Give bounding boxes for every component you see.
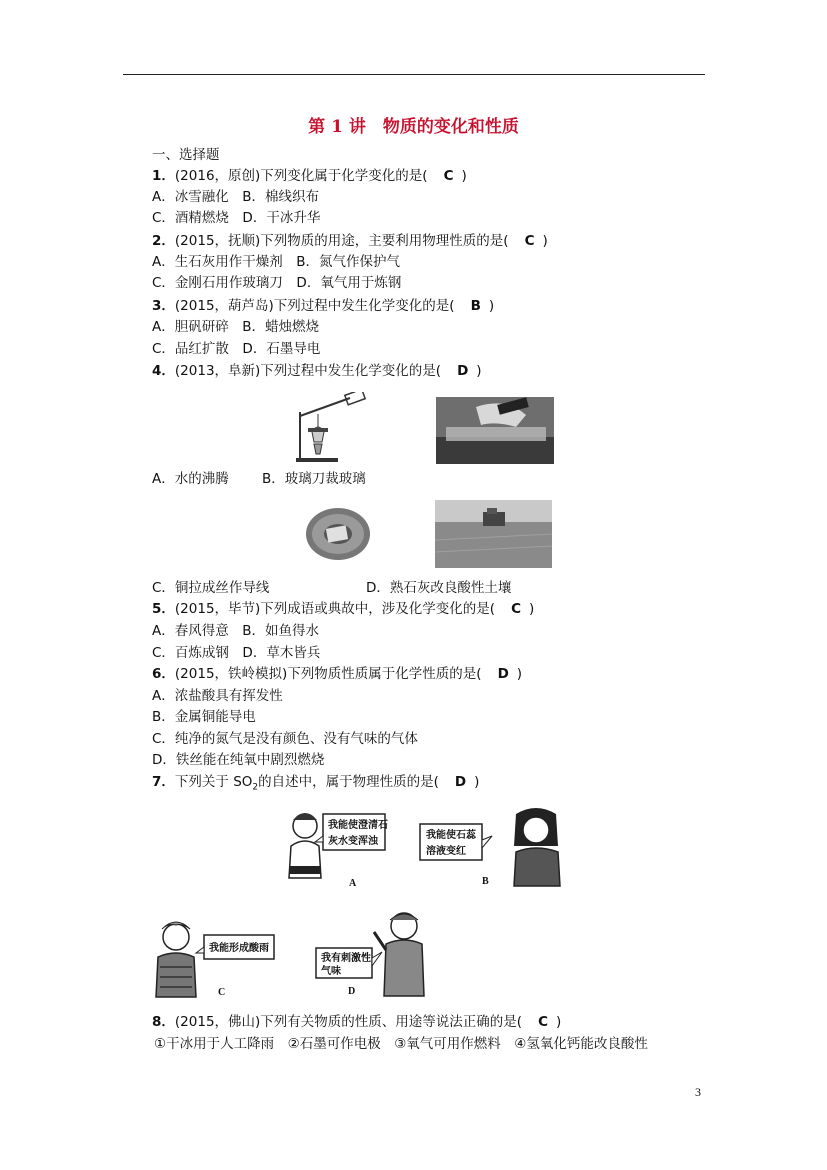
question-7: [152, 773, 479, 797]
q3-options-row-1: A．胆矾研碎 B．蜡烛燃烧: [152, 319, 319, 335]
bubble-a-line-2: 灰水变浑浊: [328, 836, 378, 847]
cartoon-label-b: B: [482, 876, 489, 887]
cartoon-label-a: A: [349, 878, 357, 889]
q2-options-row-1: A．生石灰用作干燥剂 B．氮气作保护气: [152, 254, 400, 270]
q6-option-b: B．金属铜能导电: [152, 709, 256, 725]
question-text: (2016，原创)下列变化属于化学变化的是(: [174, 168, 428, 184]
answer: C: [524, 233, 535, 249]
q4-caption-a: A．水的沸腾: [152, 471, 229, 487]
person-head-icon: [163, 924, 189, 950]
paren-close: ): [476, 363, 482, 379]
paren-close: ): [516, 666, 523, 682]
paren-close: ): [461, 168, 467, 184]
question-2: [152, 232, 548, 250]
question-number: 1．: [152, 168, 175, 184]
cartoon-b-figure: [418, 806, 568, 890]
q2-options-row-2: C．金刚石用作玻璃刀 D．氧气用于炼钢: [152, 275, 402, 291]
question-4: [152, 362, 482, 380]
question-3: [152, 297, 494, 315]
question-8: [152, 1013, 561, 1031]
bubble-a-line-1: 我能使澄清石: [328, 820, 388, 831]
question-number: 2．: [152, 233, 175, 249]
question-number: 3．: [152, 298, 175, 314]
glass-cutting-photo: [436, 397, 554, 464]
answer: C: [511, 601, 521, 617]
q1-options-row-2: C．酒精燃烧 D．干冰升华: [152, 210, 321, 226]
question-text: (2013，阜新)下列过程中发生化学变化的是(: [174, 363, 442, 379]
page-number: 3: [695, 1085, 701, 1099]
bubble-c-line-1: 我能形成酸雨: [209, 943, 269, 954]
paren-close: ): [488, 298, 495, 314]
question-number: 4．: [152, 363, 175, 379]
q5-options-row-1: A．春风得意 B．如鱼得水: [152, 623, 319, 639]
question-text: (2015，佛山)下列有关物质的性质、用途等说法正确的是(: [174, 1014, 523, 1030]
boiling-apparatus-image: [290, 392, 370, 466]
answer: D: [457, 363, 469, 379]
bubble-d-line-1: 我有刺激性: [321, 953, 371, 964]
question-text: (2015，铁岭模拟)下列物质性质属于化学性质的是(: [174, 666, 482, 682]
q4-caption-b: B．玻璃刀裁玻璃: [262, 471, 366, 487]
answer: B: [470, 298, 481, 314]
question-number: 5．: [152, 601, 175, 617]
answer: D: [497, 666, 509, 682]
answer: D: [454, 774, 467, 790]
question-6: [152, 665, 522, 683]
bubble-b-line-2: 溶液变红: [426, 846, 466, 857]
question-number: 8．: [152, 1014, 175, 1030]
paren-close: ): [529, 601, 535, 617]
question-number: 7．: [152, 774, 175, 790]
section-heading: 一、选择题: [152, 147, 220, 163]
q1-options-row-1: A．冰雪融化 B．棉线织布: [152, 189, 319, 205]
q5-options-row-2: C．百炼成钢 D．草木皆兵: [152, 645, 321, 661]
paren-close: ): [474, 774, 480, 790]
question-number: 6．: [152, 666, 175, 682]
bubble-d-line-2: 气味: [321, 966, 341, 977]
cartoon-label-d: D: [348, 986, 356, 997]
bubble-b-line-1: 我能使石蕊: [426, 830, 476, 841]
q4-caption-c: C．铜拉成丝作导线: [152, 580, 270, 596]
header-rule: [123, 74, 705, 75]
question-text-pre: 下列关于 SO: [174, 774, 253, 790]
page-title: 第 1 讲 物质的变化和性质: [308, 117, 519, 137]
cartoon-c-figure: [152, 915, 278, 999]
question-1: [152, 167, 467, 185]
subscript: 2: [252, 782, 259, 793]
question-text: (2015，抚顺)下列物质的用途，主要利用物理性质的是(: [174, 233, 509, 249]
q6-option-a: A．浓盐酸具有挥发性: [152, 688, 283, 704]
q4-caption-d: D．熟石灰改良酸性土壤: [366, 580, 512, 596]
q6-option-c: C．纯净的氮气是没有颜色、没有气味的气体: [152, 731, 418, 747]
paren-close: ): [542, 233, 548, 249]
question-text: (2015，毕节)下列成语或典故中，涉及化学变化的是(: [174, 601, 496, 617]
q8-statements: ①干冰用于人工降雨 ②石墨可作电极 ③氧气可用作燃料 ④氢氧化钙能改良酸性: [154, 1036, 648, 1052]
question-text-post: 的自述中，属于物理性质的是(: [258, 774, 439, 790]
q3-options-row-2: C．品红扩散 D．石墨导电: [152, 341, 321, 357]
answer: C: [538, 1014, 548, 1030]
question-5: [152, 600, 534, 618]
cartoon-a-figure: [285, 806, 391, 890]
cartoon-label-c: C: [218, 987, 226, 998]
copper-wire-coil-photo: [305, 505, 371, 563]
answer: C: [443, 168, 454, 184]
question-text: (2015，葫芦岛)下列过程中发生化学变化的是(: [174, 298, 455, 314]
field-soil-photo: [435, 500, 552, 568]
paren-close: ): [556, 1014, 562, 1030]
q6-option-d: D．铁丝能在纯氧中剧烈燃烧: [152, 752, 325, 768]
cartoon-d-figure: [312, 910, 436, 998]
